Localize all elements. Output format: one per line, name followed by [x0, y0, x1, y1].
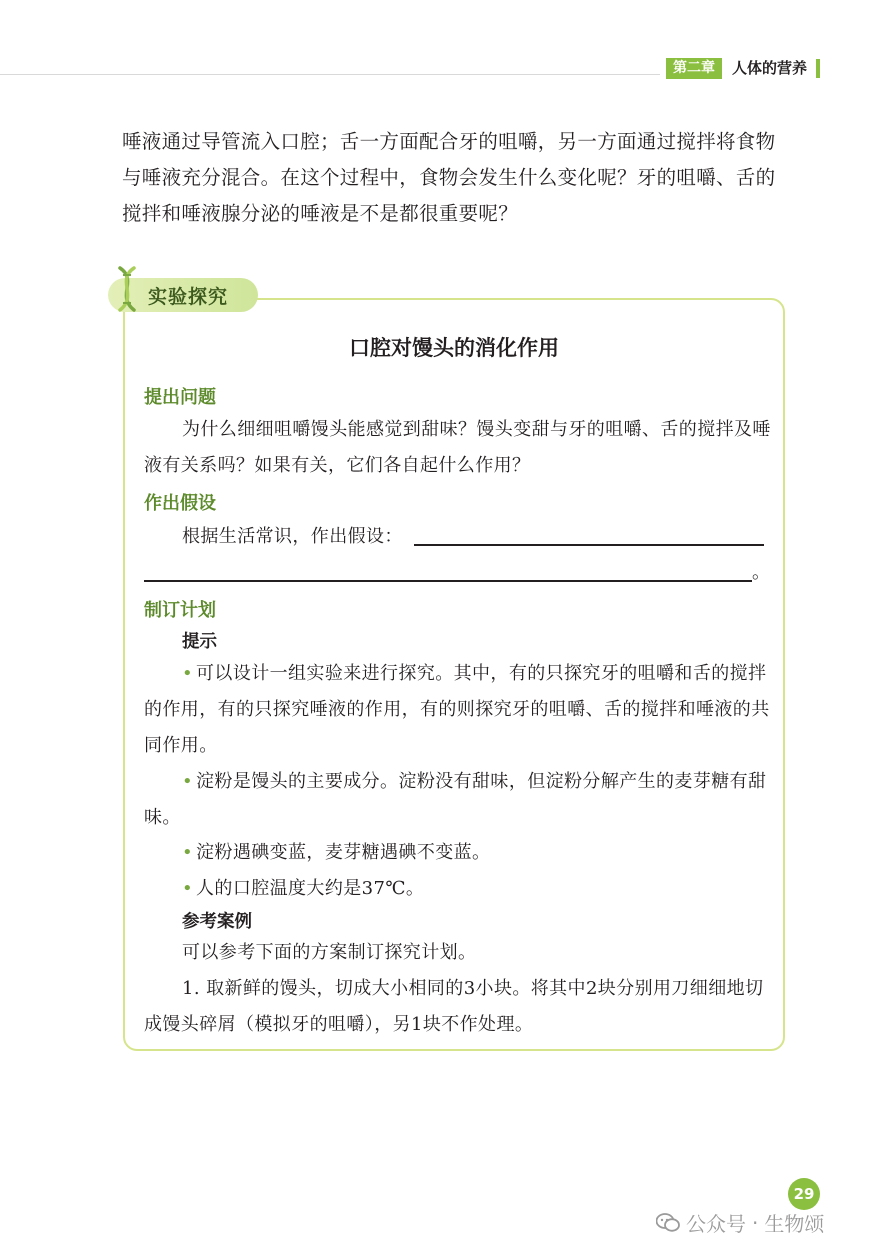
- experiment-label: [108, 266, 258, 312]
- section-hypothesis: 作出假设: [144, 493, 216, 514]
- section-question: 提出问题: [144, 387, 216, 408]
- bullet-icon: •: [182, 878, 194, 899]
- question-text: 为什么细细咀嚼馒头能感觉到甜味？馒头变甜与牙的咀嚼、舌的搅拌及唾液有关系吗？如果有关，它们各自起什么作用？: [144, 419, 771, 476]
- dna-icon: [112, 266, 142, 312]
- chapter-tag: 第二章: [666, 58, 722, 79]
- watermark: [656, 1208, 824, 1237]
- hypothesis-blank-1: [414, 544, 764, 546]
- hint-heading: 提示: [182, 632, 217, 652]
- hypothesis-text: 根据生活常识，作出假设：: [182, 526, 403, 547]
- bullet-icon: •: [182, 771, 194, 792]
- hint-text: 淀粉遇碘变蓝，麦芽糖遇碘不变蓝。: [196, 842, 491, 863]
- bullet-icon: •: [182, 663, 194, 684]
- page-number: 29: [788, 1178, 820, 1210]
- reference-intro: 可以参考下面的方案制订探究计划。: [182, 942, 477, 963]
- experiment-title: 口腔对馒头的消化作用: [349, 336, 559, 360]
- watermark-prefix: 公众号: [686, 1212, 746, 1236]
- page-header: [0, 54, 830, 82]
- experiment-label-text: 实验探究: [148, 286, 229, 308]
- intro-paragraph: 唾液通过导管流入口腔；舌一方面配合牙的咀嚼，另一方面通过搅拌将食物与唾液充分混合。在这个过程中，食物会发生什么变化呢？牙的咀嚼、舌的搅拌和唾液腺分泌的唾液是不是都很重要呢？: [122, 130, 776, 225]
- chapter-title: 人体的营养: [732, 59, 808, 77]
- hint-text: 可以设计一组实验来进行探究。其中，有的只探究牙的咀嚼和舌的搅拌的作用，有的只探究唾液的作用，有的则探究牙的咀嚼、舌的搅拌和唾液的共同作用。: [144, 663, 770, 756]
- reference-heading: 参考案例: [182, 912, 252, 932]
- hypothesis-blank-2: [144, 580, 752, 582]
- chapter-mark: [816, 59, 820, 78]
- hint-text: 淀粉是馒头的主要成分。淀粉没有甜味，但淀粉分解产生的麦芽糖有甜味。: [144, 771, 767, 828]
- step-1: 1. 取新鲜的馒头，切成大小相同的3小块。将其中2块分别用刀细细地切成馒头碎屑（模拟牙的咀嚼），另1块不作处理。: [144, 978, 764, 1035]
- hint-item: [144, 656, 772, 764]
- wechat-icon: [656, 1213, 680, 1233]
- header-rule: [0, 74, 660, 75]
- hypothesis-period: 。: [752, 562, 771, 583]
- watermark-separator: ·: [752, 1210, 759, 1235]
- hint-item: [144, 835, 772, 871]
- hint-item: [144, 764, 772, 836]
- bullet-icon: •: [182, 842, 194, 863]
- watermark-name: 生物颂: [764, 1212, 825, 1236]
- hint-text: 人的口腔温度大约是37℃。: [196, 878, 425, 899]
- hint-item: [144, 871, 772, 907]
- section-plan: 制订计划: [144, 600, 216, 621]
